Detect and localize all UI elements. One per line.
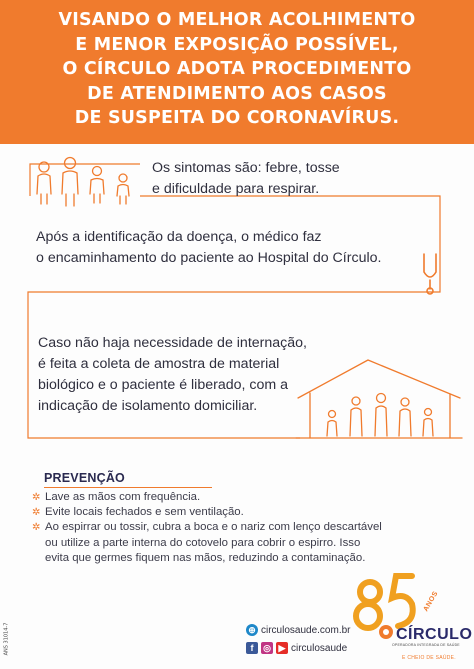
circulo-logo-icon: [379, 625, 393, 639]
title-line: DE ATENDIMENTO AOS CASOS: [87, 83, 387, 104]
brand-name: CÍRCULO: [396, 626, 473, 643]
step-line: é feita a coleta de amostra de material: [38, 356, 280, 372]
title-line: O CÍRCULO ADOTA PROCEDIMENTO: [62, 59, 412, 79]
social-links: [246, 642, 347, 656]
list-item: [32, 520, 382, 566]
brand-subtitle: OPERADORA INTEGRADA DE SAÚDE: [392, 643, 460, 647]
youtube-icon[interactable]: ▶: [276, 642, 288, 654]
list-item: [32, 505, 382, 520]
step-line: e dificuldade para respirar.: [152, 181, 320, 197]
bullet-virus-icon: ✲: [32, 522, 41, 534]
step-line: indicação de isolamento domiciliar.: [38, 398, 258, 414]
list-item-text: ou utilize a parte interna do cotovelo para cobrir o espirro. Isso: [45, 536, 361, 549]
house-family-icon: [296, 360, 462, 438]
instagram-icon[interactable]: ◎: [261, 642, 273, 654]
facebook-icon[interactable]: f: [246, 642, 258, 654]
prevention-list: [32, 490, 382, 566]
list-item-text: evita que germes fiquem nas mãos, reduzindo a contaminação.: [45, 551, 366, 564]
ans-code-text: ANS 31014-7: [3, 622, 10, 656]
globe-icon: ⊕: [246, 624, 258, 636]
step-line: Os sintomas são: febre, tosse: [152, 160, 340, 176]
list-item-text: Ao espirrar ou tossir, cubra a boca e o nariz com lenço descartável: [45, 521, 382, 534]
list-item: [32, 490, 382, 505]
stethoscope-icon: [424, 254, 436, 294]
anniversary-logo: [356, 576, 413, 628]
brand-tagline: E CHEIO DE SAÚDE.: [402, 655, 456, 661]
step-referral: [36, 227, 381, 269]
website-link[interactable]: [246, 624, 350, 638]
step-line: Após a identificação da doença, o médico faz: [36, 229, 322, 245]
family-icon: [37, 158, 129, 207]
step-line: o encaminhamento do paciente ao Hospital do Círculo.: [36, 250, 382, 266]
bullet-virus-icon: ✲: [32, 507, 41, 519]
step-home-isolation: [38, 333, 307, 417]
step-symptoms: [152, 158, 340, 200]
title-line: DE SUSPEITA DO CORONAVÍRUS.: [74, 108, 400, 128]
list-item-text: Lave as mãos com frequência.: [45, 491, 201, 503]
social-handle: circulosaude: [291, 643, 348, 654]
prevention-divider: [44, 487, 212, 488]
step-line: biológico e o paciente é liberado, com a: [38, 377, 289, 393]
title-line: VISANDO O MELHOR ACOLHIMENTO: [58, 10, 416, 30]
website-text: circulosaude.com.br: [261, 625, 351, 636]
prevention-title: PREVENÇÃO: [44, 471, 125, 485]
step-line: Caso não haja necessidade de internação,: [38, 335, 307, 351]
anos-label: ANOS: [422, 590, 440, 613]
bullet-virus-icon: ✲: [32, 492, 41, 503]
title-line: E MENOR EXPOSIÇÃO POSSÍVEL,: [75, 34, 399, 55]
ans-code: [3, 620, 14, 660]
list-item-text: Evite locais fechados e sem ventilação.: [45, 506, 244, 519]
